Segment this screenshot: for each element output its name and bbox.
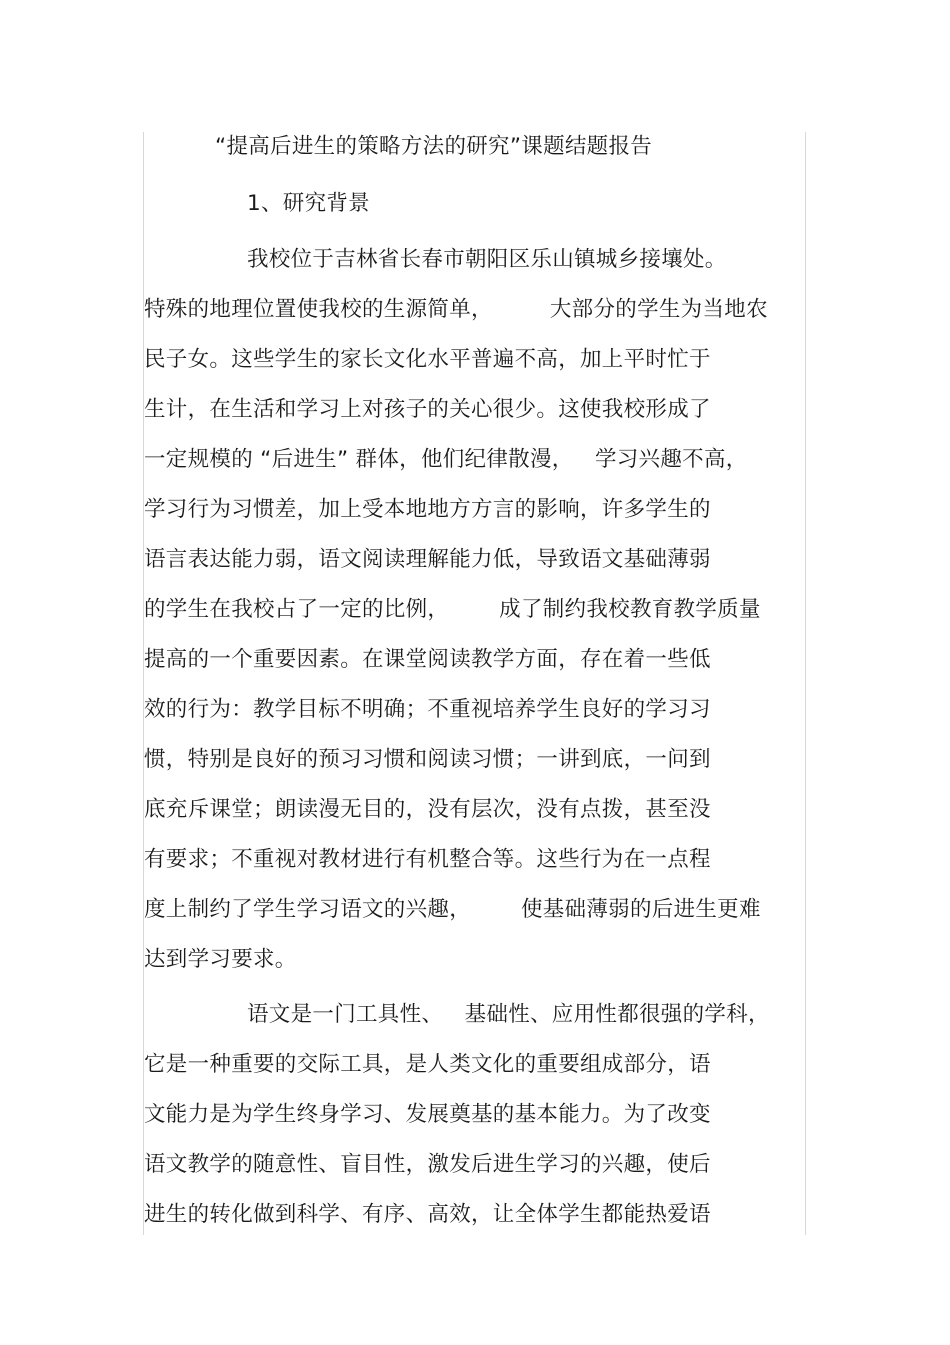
paragraph-line: 文能力是为学生终身学习、发展奠基的基本能力。为了改变 bbox=[144, 1102, 711, 1127]
paragraph-line: 进生的转化做到科学、有序、高效，让全体学生都能热爱语 bbox=[144, 1202, 711, 1227]
right-margin-line bbox=[805, 132, 806, 1235]
paragraph-line: 学习行为习惯差，加上受本地地方方言的影响，许多学生的 bbox=[144, 497, 711, 522]
paragraph-line: 它是一种重要的交际工具，是人类文化的重要组成部分，语 bbox=[144, 1052, 711, 1077]
paragraph-line: 一定规模的 “后进生” 群体，他们纪律散漫， 学习兴趣不高， bbox=[144, 447, 748, 472]
paragraph-line: 语文是一门工具性、 基础性、应用性都很强的学科， bbox=[247, 1002, 770, 1027]
paragraph-line: 民子女。这些学生的家长文化水平普遍不高，加上平时忙于 bbox=[144, 347, 711, 372]
paragraph-line: 度上制约了学生学习语文的兴趣， 使基础薄弱的后进生更难 bbox=[144, 897, 761, 922]
paragraph-line: 达到学习要求。 bbox=[144, 947, 297, 972]
paragraph-line: 底充斥课堂；朗读漫无目的，没有层次，没有点拨，甚至没 bbox=[144, 797, 711, 822]
paragraph-line: 提高的一个重要因素。在课堂阅读教学方面，存在着一些低 bbox=[144, 647, 711, 672]
paragraph-line: 语文教学的随意性、盲目性，激发后进生学习的兴趣，使后 bbox=[144, 1152, 711, 1177]
document-title: “提高后进生的策略方法的研究”课题结题报告 bbox=[215, 134, 653, 159]
section-heading: 1、研究背景 bbox=[247, 191, 370, 216]
paragraph-line: 我校位于吉林省长春市朝阳区乐山镇城乡接壤处。 bbox=[247, 247, 727, 272]
paragraph-line: 语言表达能力弱，语文阅读理解能力低，导致语文基础薄弱 bbox=[144, 547, 711, 572]
paragraph-line: 特殊的地理位置使我校的生源简单， 大部分的学生为当地农 bbox=[144, 297, 768, 322]
paragraph-line: 惯，特别是良好的预习习惯和阅读习惯；一讲到底，一问到 bbox=[144, 747, 711, 772]
paragraph-line: 生计，在生活和学习上对孩子的关心很少。这使我校形成了 bbox=[144, 397, 711, 422]
paragraph-line: 有要求；不重视对教材进行有机整合等。这些行为在一点程 bbox=[144, 847, 711, 872]
paragraph-line: 的学生在我校占了一定的比例， 成了制约我校教育教学质量 bbox=[144, 597, 761, 622]
paragraph-line: 效的行为：教学目标不明确；不重视培养学生良好的学习习 bbox=[144, 697, 711, 722]
